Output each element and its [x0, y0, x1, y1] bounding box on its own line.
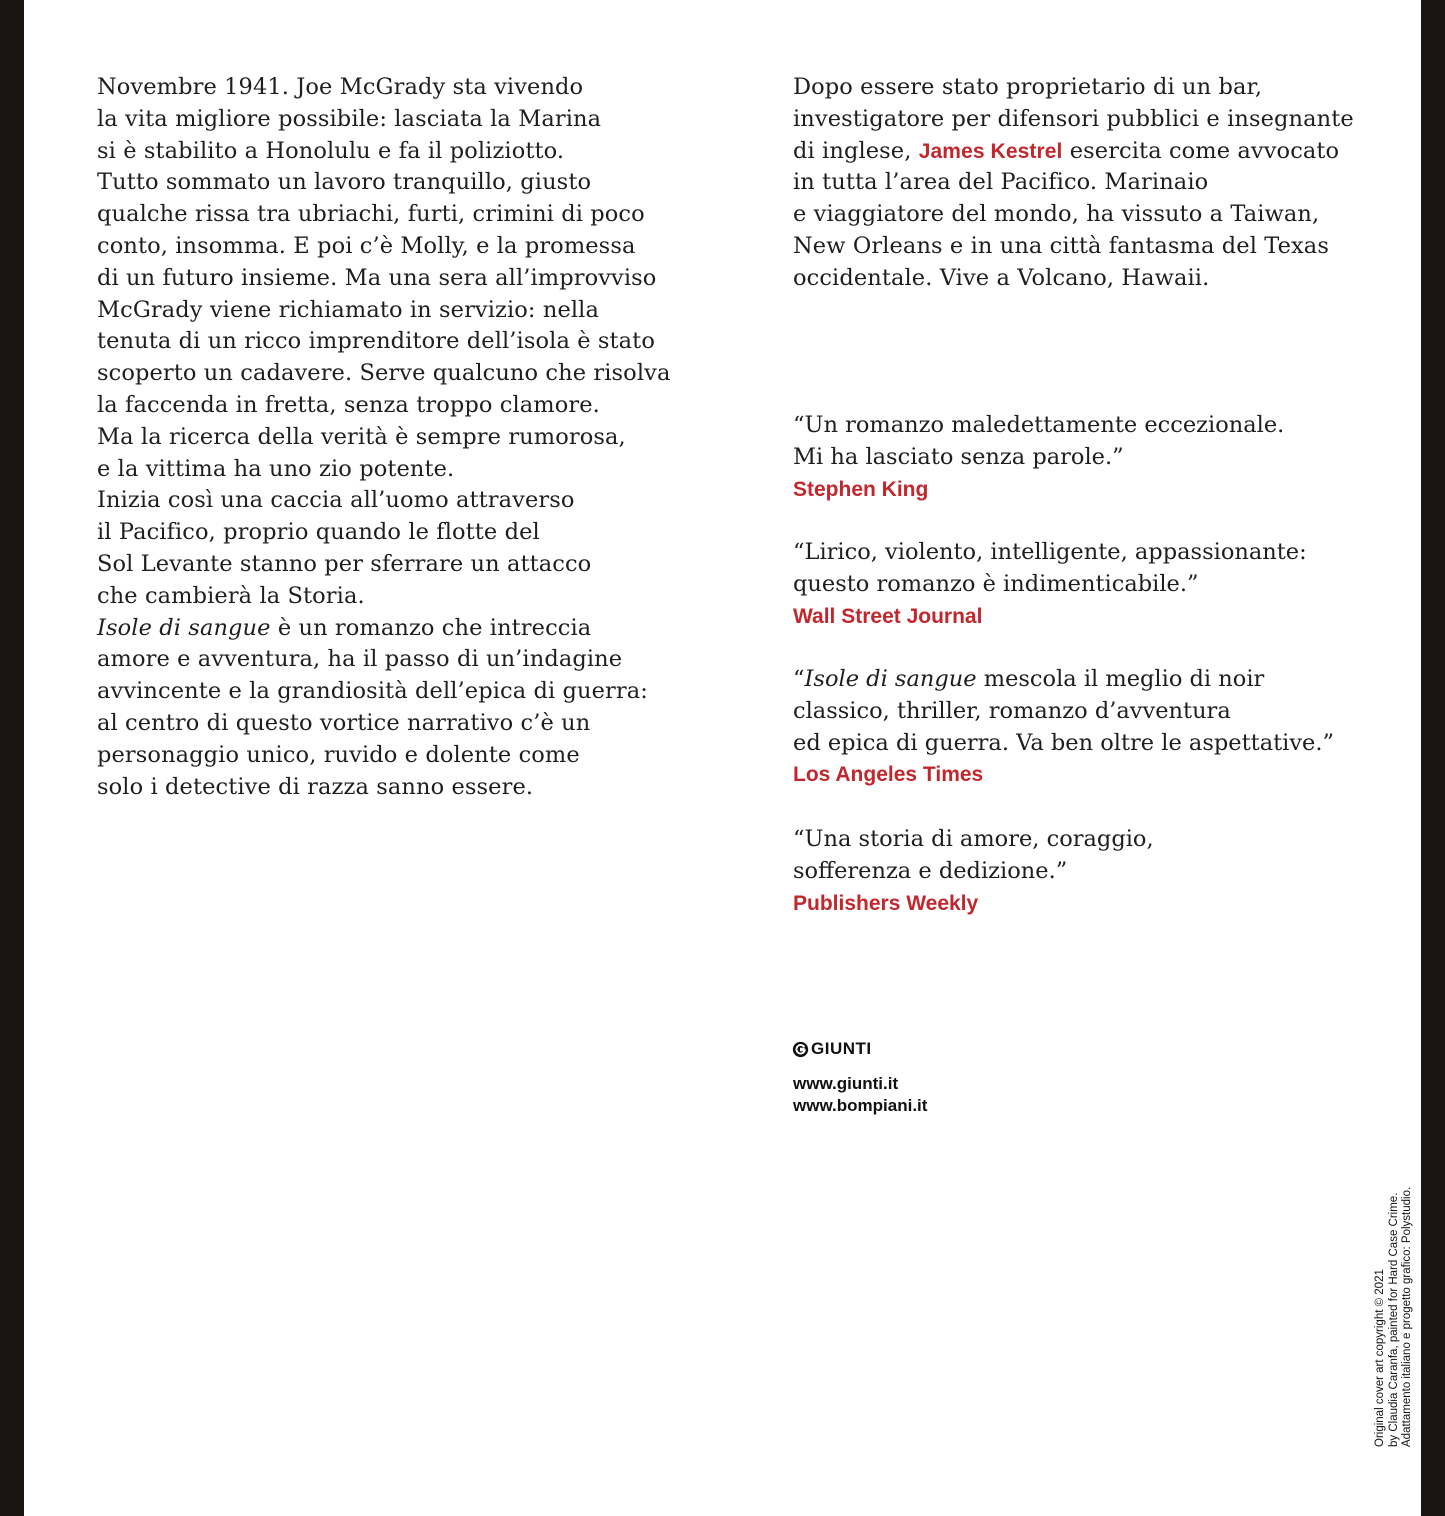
synopsis-line: la vita migliore possibile: lasciata la Marina	[97, 105, 602, 132]
cover-edge-left	[0, 0, 24, 1516]
review-quote	[793, 824, 1373, 920]
quote-line: ed epica di guerra. Va ben oltre le aspettative.”	[793, 729, 1335, 756]
bio-line: investigatore per difensori pubblici e insegnante	[793, 105, 1354, 132]
quote-line: “Una storia di amore, coraggio,	[793, 826, 1154, 852]
bio-line: occidentale. Vive a Volcano, Hawaii.	[793, 264, 1210, 291]
bio-line: in tutta l’area del Pacifico. Marinaio	[793, 169, 1209, 196]
synopsis-line: Tutto sommato un lavoro tranquillo, giusto	[97, 169, 592, 196]
publisher-logo-text: GIUNTI	[811, 1039, 872, 1058]
bio-line: Dopo essere stato proprietario di un bar,	[793, 74, 1263, 100]
review-quote	[793, 537, 1373, 633]
cover-edge-right	[1421, 0, 1445, 1516]
credit-line: by Claudia Caranfa, painted for Hard Case Crime.	[1387, 1192, 1400, 1447]
synopsis-line: al centro di questo vortice narrativo c’è un	[97, 709, 591, 736]
author-name: James Kestrel	[918, 139, 1063, 163]
quote-source: Publishers Weekly	[793, 891, 979, 915]
synopsis-line: si è stabilito a Honolulu e fa il poliziotto.	[97, 137, 565, 164]
synopsis-line: Ma la ricerca della verità è sempre rumorosa,	[97, 423, 626, 450]
quote-line: “Un romanzo maledettamente eccezionale.	[793, 412, 1285, 438]
synopsis-line: e la vittima ha uno zio potente.	[97, 455, 455, 482]
synopsis-text	[97, 72, 697, 803]
author-bio	[793, 72, 1373, 295]
synopsis-line: qualche rissa tra ubriachi, furti, crimini di poco	[97, 201, 645, 228]
synopsis-line: Inizia così una caccia all’uomo attraverso	[97, 487, 575, 514]
quote-line: questo romanzo è indimenticabile.”	[793, 570, 1199, 597]
quote-line: “Lirico, violento, intelligente, appassionante:	[793, 539, 1307, 565]
synopsis-line: di un futuro insieme. Ma una sera all’improvviso	[97, 264, 657, 291]
quote-source: Wall Street Journal	[793, 604, 983, 628]
quote-line: sofferenza e dedizione.”	[793, 857, 1068, 884]
synopsis-line: avvincente e la grandiosità dell’epica di guerra:	[97, 678, 648, 705]
synopsis-line: McGrady viene richiamato in servizio: nella	[97, 296, 599, 323]
publisher-urls	[793, 1073, 927, 1117]
synopsis-line: scoperto un cadavere. Serve qualcuno che risolva	[97, 360, 671, 387]
bio-line: New Orleans e in una città fantasma del Texas	[793, 232, 1329, 259]
bio-line: e viaggiatore del mondo, ha vissuto a Taiwan,	[793, 201, 1320, 228]
publisher-url-link[interactable]: www.bompiani.it	[793, 1096, 928, 1115]
synopsis-line: personaggio unico, ruvido e dolente come	[97, 741, 580, 768]
book-title: Isole di sangue	[804, 666, 977, 692]
quote-line: classico, thriller, romanzo d’avventura	[793, 697, 1231, 724]
publisher-logo	[792, 1039, 872, 1059]
synopsis-line: che cambierà la Storia.	[97, 582, 365, 609]
synopsis-line: tenuta di un ricco imprenditore dell’isola è stato	[97, 328, 655, 355]
book-title: Isole di sangue	[97, 614, 271, 641]
quote-line: Mi ha lasciato senza parole.”	[793, 443, 1124, 470]
giunti-logo-icon	[792, 1041, 809, 1058]
synopsis-line: solo i detective di razza sanno essere.	[97, 773, 534, 800]
synopsis-line: il Pacifico, proprio quando le flotte del	[97, 519, 540, 546]
credit-line: Original cover art copyright © 2021	[1374, 1269, 1386, 1447]
quote-line: “Isole di sangue mescola il meglio di noir	[793, 666, 1265, 692]
synopsis-line: Isole di sangue è un romanzo che intreccia	[97, 614, 592, 641]
credit-line: Adattamento italiano e progetto grafico: Polystudio.	[1401, 1186, 1413, 1447]
cover-credits	[1374, 1187, 1415, 1447]
synopsis-line: Sol Levante stanno per sferrare un attacco	[97, 550, 592, 577]
review-quote	[793, 410, 1373, 506]
synopsis-line: Novembre 1941. Joe McGrady sta vivendo	[97, 74, 584, 100]
synopsis-line: conto, insomma. E poi c’è Molly, e la promessa	[97, 232, 636, 259]
synopsis-line: la faccenda in fretta, senza troppo clamore.	[97, 391, 600, 418]
bio-line: di inglese, James Kestrel esercita come avvocato	[793, 137, 1340, 164]
publisher-url-link[interactable]: www.giunti.it	[793, 1074, 899, 1093]
quote-source: Stephen King	[793, 477, 929, 501]
review-quote	[793, 664, 1373, 791]
synopsis-line: amore e avventura, ha il passo di un’indagine	[97, 646, 623, 673]
quote-source: Los Angeles Times	[793, 763, 984, 787]
